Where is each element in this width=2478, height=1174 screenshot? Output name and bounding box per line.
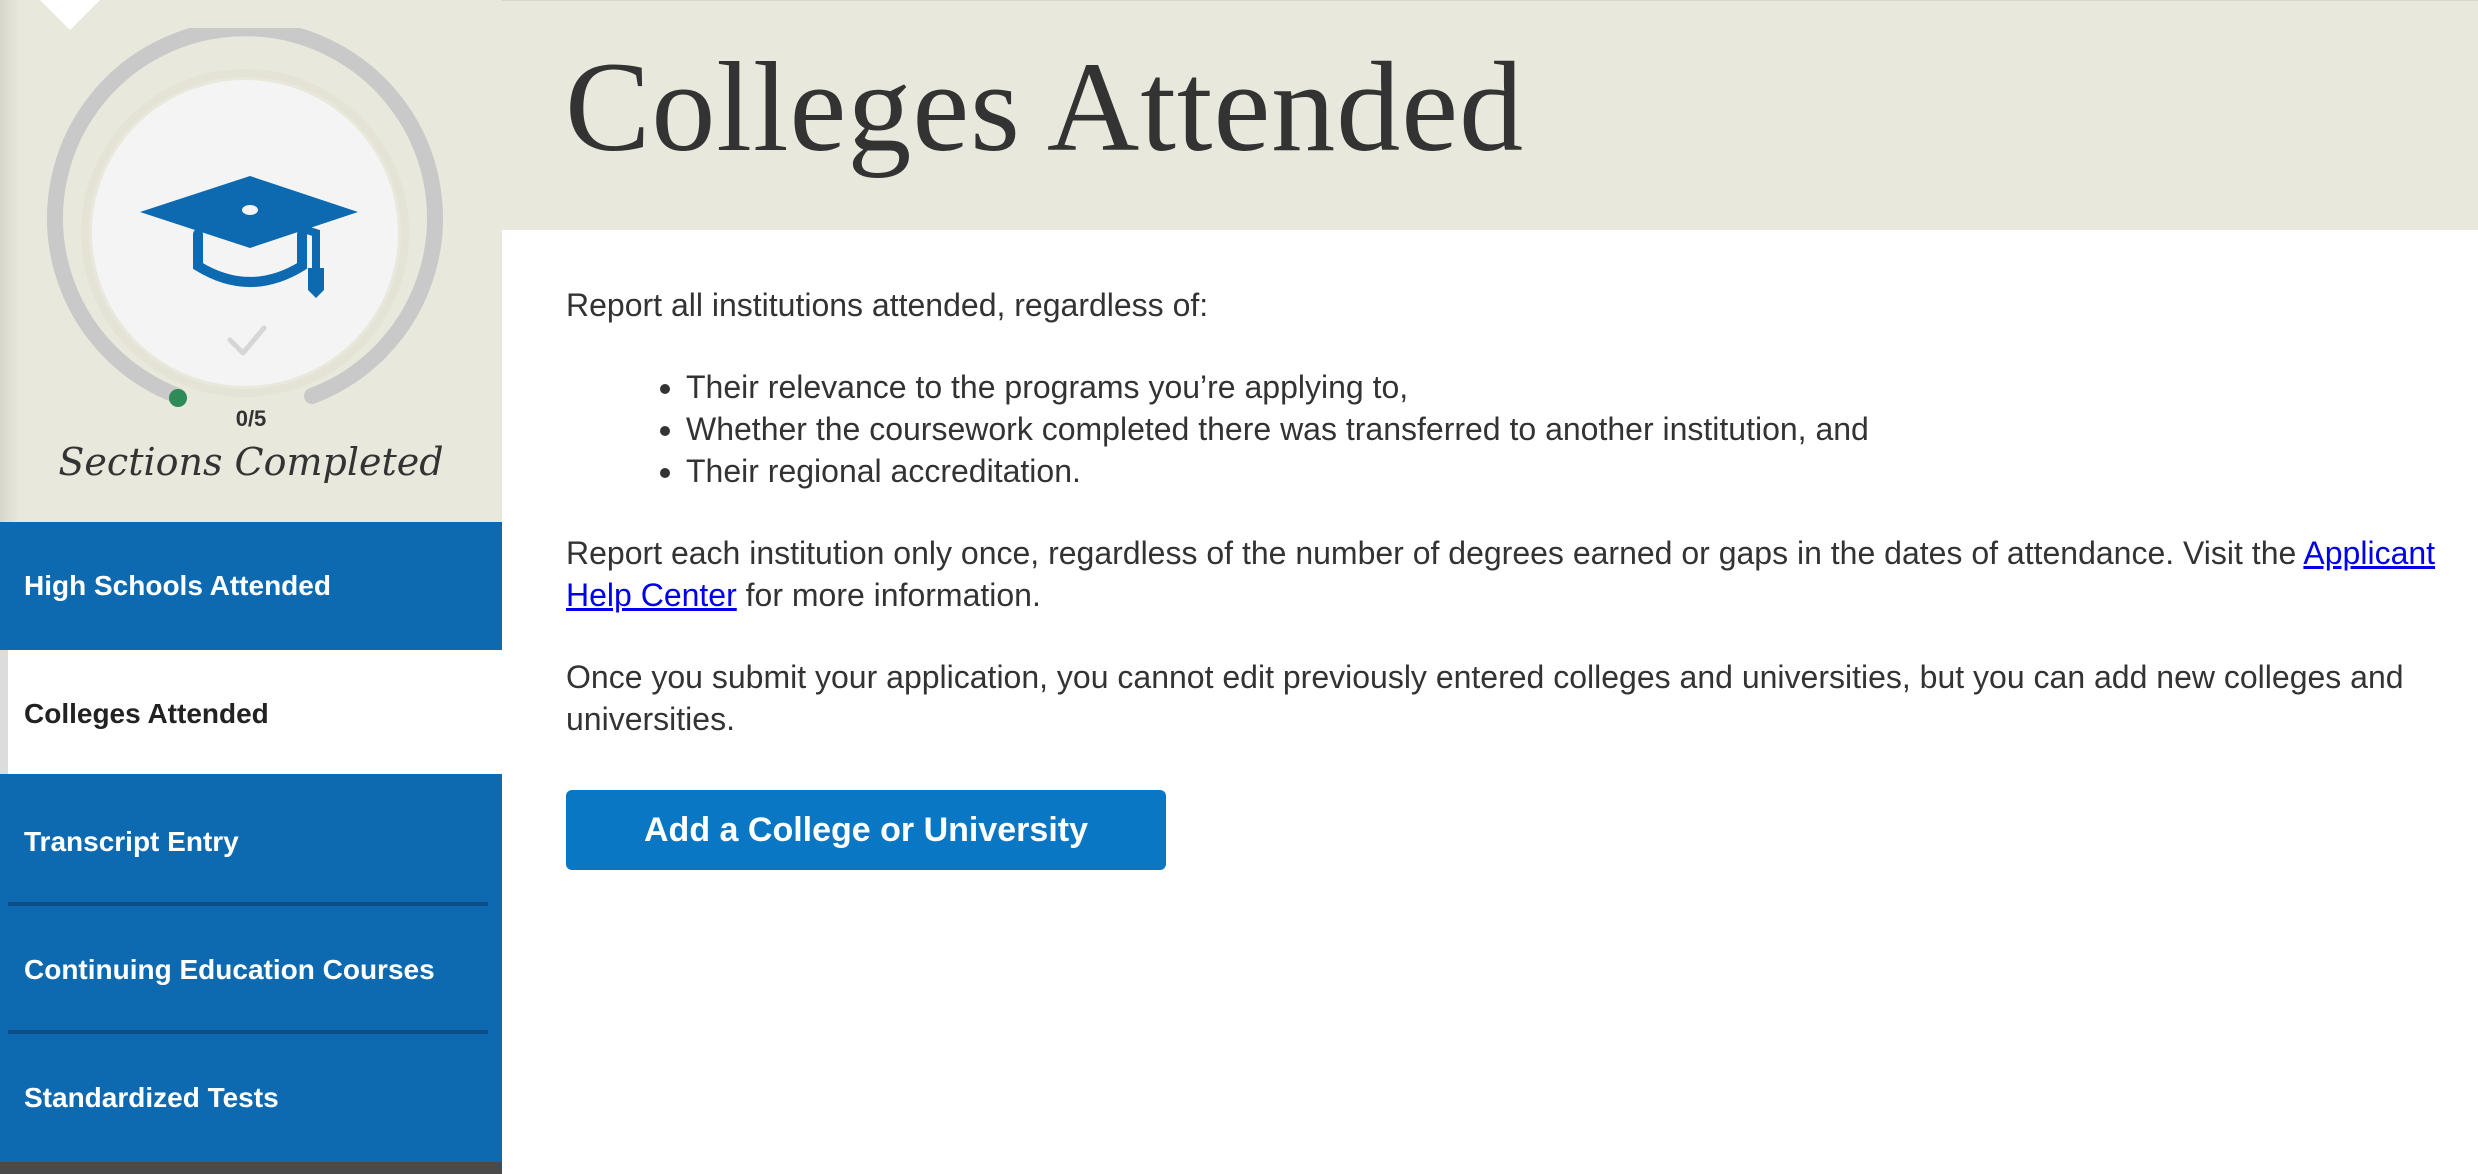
intro-text: Report all institutions attended, regardless of: [566, 287, 1209, 323]
criteria-list [686, 366, 2446, 492]
list-item: • Their relevance to the programs you’re applying to, [686, 366, 2446, 408]
sidebar-item-transcript-entry[interactable] [0, 778, 502, 906]
list-item: • Their regional accreditation. [686, 450, 2446, 492]
report-once-text [566, 532, 2446, 616]
list-item: • Whether the coursework completed there was transferred to another institution, and [686, 408, 2446, 450]
sections-count: 0/5 [235, 406, 267, 431]
section-nav [0, 522, 502, 1162]
sidebar-item-label: High Schools Attended [24, 570, 331, 601]
sections-completed-label: Sections Completed [58, 440, 444, 484]
sidebar-item-label: Colleges Attended [24, 698, 269, 729]
edit-warning-text: Once you submit your application, you cannot edit previously entered colleges and universities, but you can add new colleges and universities. [566, 659, 2404, 737]
add-college-button[interactable]: Add a College or University [566, 790, 1166, 870]
sidebar-item-high-schools-attended[interactable] [0, 522, 502, 650]
sidebar-item-label: Transcript Entry [24, 826, 239, 857]
progress-dot [169, 389, 187, 407]
instructions [566, 284, 2446, 740]
sidebar-item-label: Continuing Education Courses [24, 954, 435, 985]
progress-ring [40, 28, 450, 438]
sidebar-item-continuing-education-courses[interactable] [0, 906, 502, 1034]
report-once-text-start: Report each institution only once, regardless of the number of degrees earned or gaps in the dates of attendance. Visit the [566, 535, 2304, 571]
sidebar-item-label: Standardized Tests [24, 1082, 279, 1113]
sidebar-footer-bar [0, 1162, 502, 1174]
page-title: Colleges Attended [565, 36, 1525, 178]
report-once-text-end: for more information. [736, 577, 1041, 613]
tab-notch [36, 0, 104, 30]
applicant-help-center-link[interactable]: Applicant Help Center [566, 535, 2436, 613]
sidebar-item-colleges-attended[interactable] [0, 650, 502, 778]
sidebar [0, 0, 502, 1174]
sidebar-item-standardized-tests[interactable] [0, 1034, 502, 1162]
